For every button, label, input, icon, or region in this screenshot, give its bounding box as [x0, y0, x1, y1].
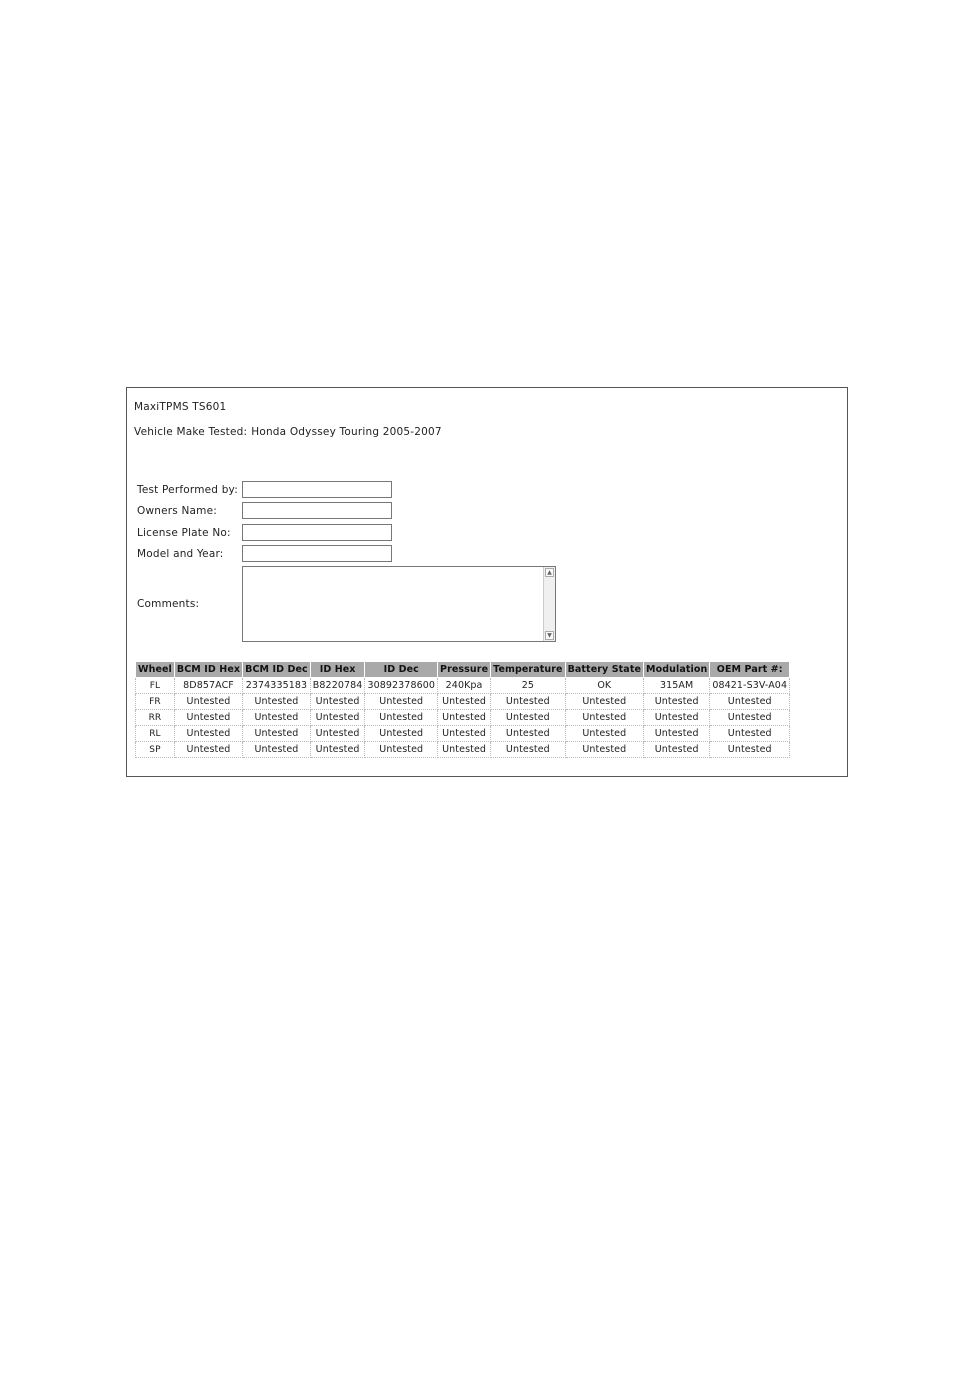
- vehicle-value: Honda Odyssey Touring 2005-2007: [251, 426, 442, 438]
- cell-wheel: FR: [136, 694, 175, 710]
- cell-oem-part: Untested: [710, 694, 790, 710]
- table-row: [136, 710, 790, 726]
- comments-scrollbar[interactable]: [543, 567, 555, 641]
- cell-pressure: Untested: [438, 742, 491, 758]
- cell-temperature: Untested: [491, 710, 565, 726]
- cell-bcm-id-hex: Untested: [174, 742, 242, 758]
- cell-bcm-id-dec: Untested: [243, 694, 311, 710]
- model-year-label: Model and Year:: [137, 547, 224, 560]
- col-header-id-hex: ID Hex: [310, 662, 365, 678]
- col-header-bcm-id-hex: BCM ID Hex: [174, 662, 242, 678]
- license-plate-input[interactable]: [242, 524, 392, 541]
- owners-name-input[interactable]: [242, 502, 392, 519]
- scroll-up-arrow-icon[interactable]: ▲: [545, 568, 554, 577]
- cell-id-dec: Untested: [365, 710, 438, 726]
- form-row-test-performed-by: [137, 481, 392, 498]
- col-header-id-dec: ID Dec: [365, 662, 438, 678]
- col-header-bcm-id-dec: BCM ID Dec: [243, 662, 311, 678]
- vehicle-info: [134, 426, 446, 438]
- cell-battery-state: Untested: [565, 694, 643, 710]
- table-header-row: [136, 662, 790, 678]
- comments-textarea[interactable]: [243, 567, 543, 641]
- col-header-battery-state: Battery State: [565, 662, 643, 678]
- cell-bcm-id-hex: 8D857ACF: [174, 678, 242, 694]
- col-header-modulation: Modulation: [644, 662, 710, 678]
- cell-id-dec: Untested: [365, 742, 438, 758]
- comments-label: Comments:: [137, 598, 200, 610]
- cell-battery-state: Untested: [565, 710, 643, 726]
- cell-bcm-id-hex: Untested: [174, 694, 242, 710]
- license-plate-label: License Plate No:: [137, 526, 231, 539]
- col-header-temperature: Temperature: [491, 662, 565, 678]
- form-row-owners-name: [137, 502, 392, 519]
- cell-battery-state: Untested: [565, 726, 643, 742]
- cell-temperature: Untested: [491, 742, 565, 758]
- cell-oem-part: Untested: [710, 742, 790, 758]
- col-header-wheel: Wheel: [136, 662, 175, 678]
- cell-oem-part: 08421-S3V-A04: [710, 678, 790, 694]
- model-year-input[interactable]: [242, 545, 392, 562]
- table-row: [136, 742, 790, 758]
- owners-name-label: Owners Name:: [137, 504, 218, 517]
- vehicle-label: Vehicle Make Tested:: [134, 426, 248, 438]
- table-row: [136, 678, 790, 694]
- cell-modulation: Untested: [644, 726, 710, 742]
- cell-id-dec: Untested: [365, 726, 438, 742]
- cell-temperature: Untested: [491, 694, 565, 710]
- table-row: [136, 726, 790, 742]
- cell-bcm-id-dec: Untested: [243, 710, 311, 726]
- sensor-results-table: [135, 661, 790, 758]
- cell-battery-state: OK: [565, 678, 643, 694]
- test-performed-by-label: Test Performed by:: [137, 483, 238, 496]
- cell-pressure: 240Kpa: [438, 678, 491, 694]
- cell-id-hex: Untested: [310, 742, 365, 758]
- cell-temperature: 25: [491, 678, 565, 694]
- form-row-model-year: [137, 545, 392, 562]
- cell-bcm-id-dec: Untested: [243, 742, 311, 758]
- cell-wheel: RR: [136, 710, 175, 726]
- form-row-license-plate: [137, 524, 392, 541]
- comments-box: [242, 566, 556, 642]
- table-row: [136, 694, 790, 710]
- cell-pressure: Untested: [438, 694, 491, 710]
- cell-id-hex: Untested: [310, 694, 365, 710]
- cell-oem-part: Untested: [710, 710, 790, 726]
- col-header-pressure: Pressure: [438, 662, 491, 678]
- cell-temperature: Untested: [491, 726, 565, 742]
- cell-modulation: Untested: [644, 710, 710, 726]
- cell-id-dec: Untested: [365, 694, 438, 710]
- cell-bcm-id-dec: Untested: [243, 726, 311, 742]
- app-title: MaxiTPMS TS601: [134, 401, 227, 413]
- cell-wheel: RL: [136, 726, 175, 742]
- cell-pressure: Untested: [438, 726, 491, 742]
- cell-oem-part: Untested: [710, 726, 790, 742]
- cell-bcm-id-dec: 2374335183: [243, 678, 311, 694]
- cell-id-hex: B8220784: [310, 678, 365, 694]
- cell-wheel: FL: [136, 678, 175, 694]
- cell-pressure: Untested: [438, 710, 491, 726]
- cell-modulation: Untested: [644, 694, 710, 710]
- cell-modulation: 315AM: [644, 678, 710, 694]
- cell-id-hex: Untested: [310, 726, 365, 742]
- cell-battery-state: Untested: [565, 742, 643, 758]
- scroll-down-arrow-icon[interactable]: ▼: [545, 631, 554, 640]
- form-row-comments: [137, 566, 556, 642]
- report-panel: [126, 387, 848, 777]
- cell-modulation: Untested: [644, 742, 710, 758]
- cell-bcm-id-hex: Untested: [174, 710, 242, 726]
- cell-id-dec: 30892378600: [365, 678, 438, 694]
- cell-bcm-id-hex: Untested: [174, 726, 242, 742]
- cell-wheel: SP: [136, 742, 175, 758]
- test-performed-by-input[interactable]: [242, 481, 392, 498]
- cell-id-hex: Untested: [310, 710, 365, 726]
- col-header-oem-part: OEM Part #:: [710, 662, 790, 678]
